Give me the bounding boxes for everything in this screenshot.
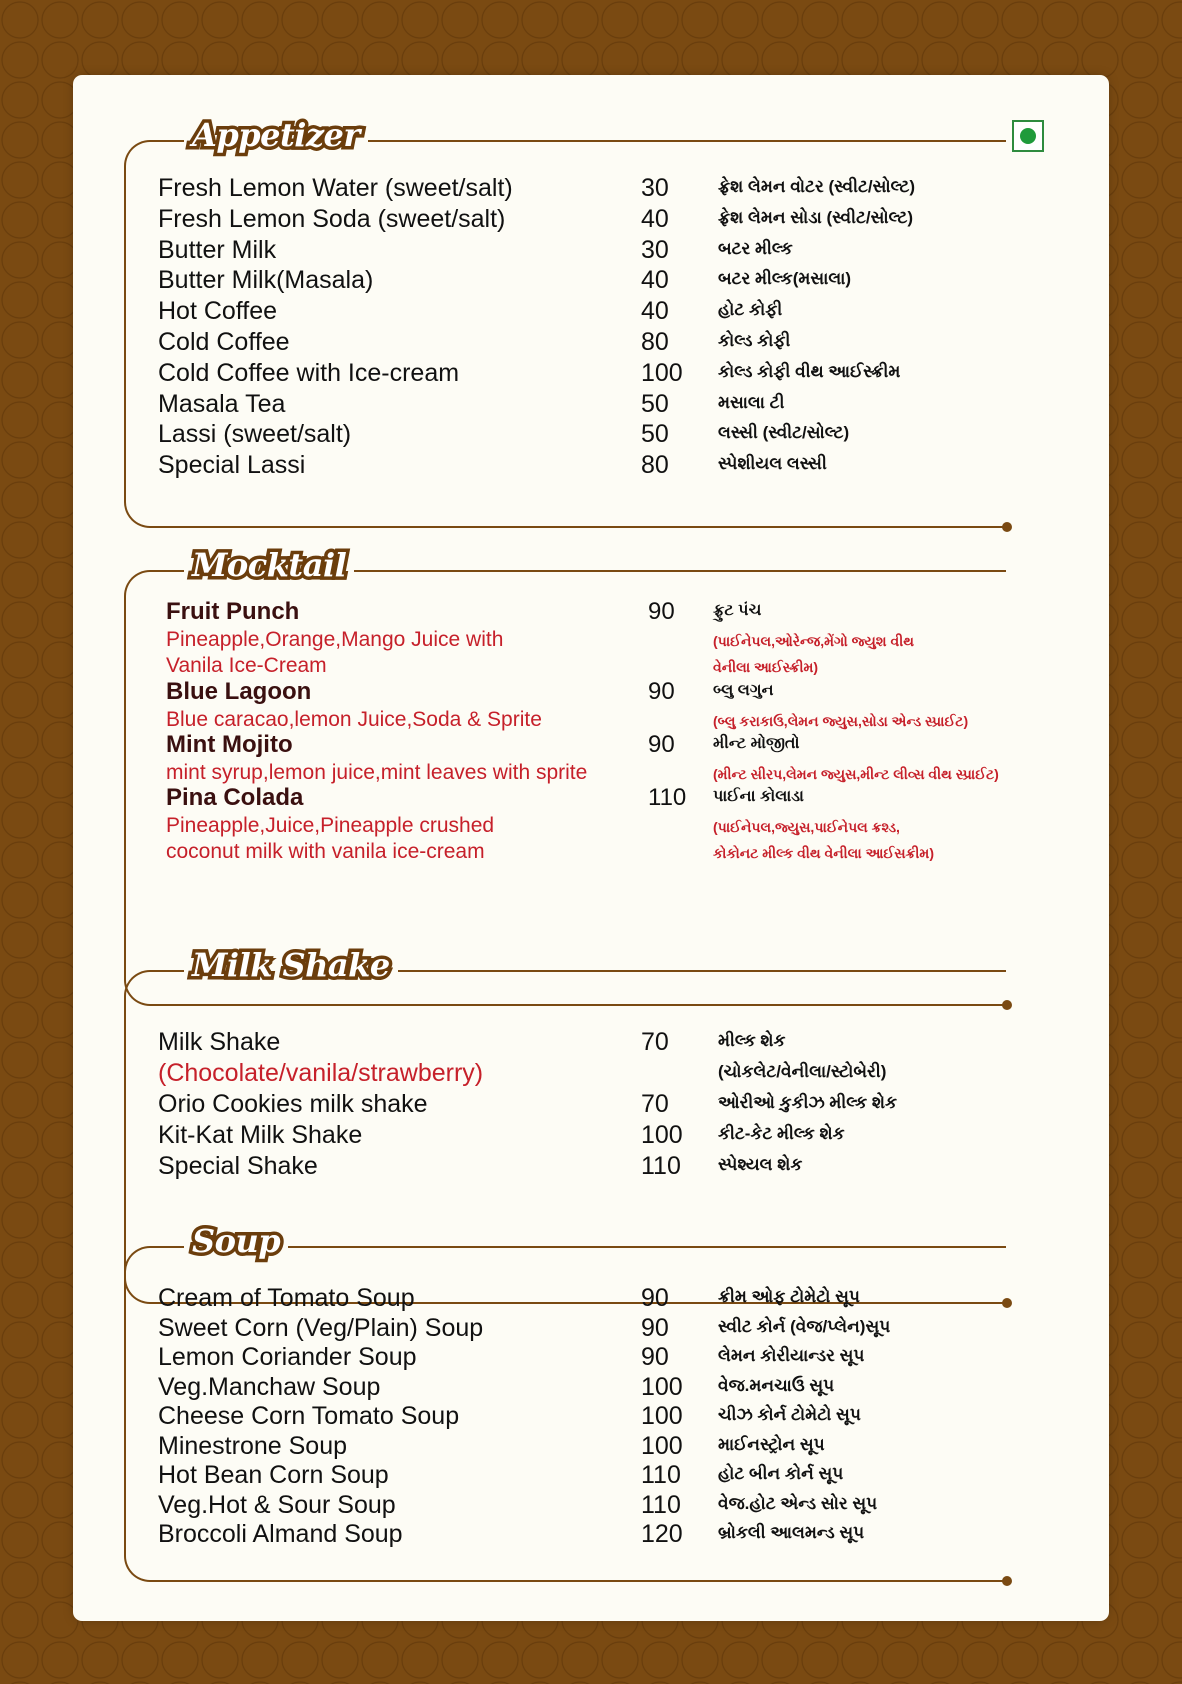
item-name-gujarati: બટર મીલ્ક(મસાલા)	[718, 269, 852, 289]
item-name-gujarati: વેજ.મનચાઉ સૂપ	[718, 1375, 835, 1395]
menu-item-row	[158, 1059, 1018, 1090]
item-name: Minestrone Soup	[158, 1431, 348, 1460]
item-name: Cheese Corn Tomato Soup	[158, 1402, 460, 1430]
item-description: mint syrup,lemon juice,mint leaves with sprite	[166, 761, 588, 784]
item-name-gujarati: લેમન કોરીયાન્ડર સૂપ	[718, 1346, 865, 1365]
menu-item-row	[158, 1314, 1018, 1344]
item-name-gujarati: હોટ બીન કોર્ન સૂપ	[718, 1464, 844, 1483]
item-name: Pina Colada	[166, 784, 304, 811]
menu-item-row	[158, 236, 1018, 267]
item-name: Cream of Tomato Soup	[158, 1284, 415, 1312]
item-name: Broccoli Almand Soup	[158, 1520, 403, 1548]
item-price: 70	[641, 1028, 669, 1056]
item-name: Butter Milk	[158, 235, 277, 264]
item-price: 90	[641, 1343, 669, 1371]
menu-item-row	[158, 359, 1018, 390]
item-price: 40	[641, 297, 669, 326]
menu-item-row	[158, 328, 1018, 359]
appetizer-section	[124, 116, 1006, 528]
item-description-gujarati: (પાઈનેપલ,ઓરેન્જ,મેંગો જ્યુશ વીથ	[713, 633, 914, 649]
item-price: 110	[641, 1461, 681, 1489]
item-name-gujarati: (ચોકલેટ/વેનીલા/સ્ટોબેરી)	[718, 1062, 887, 1081]
item-name-gujarati: ફ્રુટ પંચ	[713, 602, 762, 619]
mocktail-section	[124, 546, 1006, 1006]
menu-page	[76, 78, 1106, 1618]
menu-item-row	[158, 297, 1018, 328]
item-name-gujarati: સ્પેશ્યલ શેક	[718, 1155, 803, 1174]
item-price: 90	[641, 1284, 669, 1312]
item-name: Blue Lagoon	[166, 678, 312, 705]
item-name-gujarati: ક્રીમ ઓફ ટોમેટો સૂપ	[718, 1287, 860, 1306]
item-name-gujarati: બ્રોકલી આલમન્ડ સૂપ	[718, 1523, 865, 1542]
menu-item-row	[158, 1028, 1018, 1059]
item-price: 110	[641, 1152, 681, 1180]
item-name: Orio Cookies milk shake	[158, 1090, 428, 1118]
menu-item-row	[158, 174, 1018, 205]
item-description-gujarati: કોકોનટ મીલ્ક વીથ વેનીલા આઈસક્રીમ)	[713, 845, 934, 861]
item-name: Cold Coffee	[158, 328, 290, 356]
menu-item-row	[158, 1520, 1018, 1550]
menu-item-row	[158, 1402, 1018, 1432]
menu-item-row	[158, 420, 1018, 451]
menu-item-row	[158, 1461, 1018, 1491]
item-description-gujarati: (પાઈનેપલ,જ્યુસ,પાઈનેપલ ક્રશ્ડ,	[713, 819, 900, 835]
item-price: 100	[641, 358, 683, 387]
item-name-gujarati: મીન્ટ મોજીતો	[713, 735, 800, 752]
menu-item-row	[158, 1121, 1018, 1152]
item-price: 80	[641, 328, 669, 356]
item-name: Hot Bean Corn Soup	[158, 1461, 389, 1489]
veg-symbol-icon	[1012, 120, 1044, 152]
item-price: 90	[648, 598, 675, 625]
item-name: Veg.Hot & Sour Soup	[158, 1490, 396, 1519]
item-name-gujarati: ચીઝ કોર્ન ટોમેટો સૂપ	[718, 1405, 861, 1424]
menu-item-row	[158, 1432, 1018, 1462]
item-name: Kit-Kat Milk Shake	[158, 1121, 363, 1149]
menu-item-row	[158, 1090, 1018, 1121]
item-price: 90	[648, 678, 675, 705]
item-price: 120	[641, 1520, 683, 1548]
item-price: 100	[641, 1121, 683, 1149]
menu-item-row	[158, 1343, 1018, 1373]
menu-item-row	[158, 205, 1018, 236]
item-name-gujarati: કોલ્ડ કોફી વીથ આઈસ્ક્રીમ	[718, 361, 901, 381]
item-name-gujarati: ફ્રેશ લેમન સોડા (સ્વીટ/સોલ્ટ)	[718, 207, 914, 227]
menu-item-row	[158, 1152, 1018, 1183]
item-name-gujarati: મીલ્ક શેક	[718, 1031, 786, 1050]
appetizer-title: Appetizer	[184, 116, 368, 154]
item-price: 90	[641, 1313, 669, 1342]
soup-title: Soup	[184, 1222, 288, 1260]
item-price: 100	[641, 1372, 683, 1401]
menu-item-row	[158, 266, 1018, 297]
item-price: 50	[641, 389, 669, 418]
item-name: Lemon Coriander Soup	[158, 1343, 417, 1371]
mocktail-title: Mocktail	[184, 546, 354, 584]
item-name: Masala Tea	[158, 389, 286, 418]
item-name: Fruit Punch	[166, 598, 300, 625]
item-description-gujarati: વેનીલા આઈસ્ક્રીમ)	[713, 659, 819, 675]
item-price: 70	[641, 1090, 669, 1118]
item-price: 100	[641, 1402, 683, 1430]
item-name-gujarati: પાઈના કોલાડા	[713, 788, 804, 805]
item-name-gujarati: કોલ્ડ કોફી	[718, 331, 791, 350]
item-name-gujarati: મસાલા ટી	[718, 392, 785, 412]
item-price: 110	[648, 784, 687, 811]
item-name-gujarati: કીટ-કેટ મીલ્ક શેક	[718, 1124, 845, 1143]
item-price: 80	[641, 451, 669, 480]
mocktail-item-row	[158, 598, 1018, 678]
item-name-gujarati: લસ્સી (સ્વીટ/સોલ્ટ)	[718, 423, 850, 443]
item-price: 100	[641, 1431, 683, 1460]
item-name: Hot Coffee	[158, 297, 278, 326]
item-description: Blue caracao,lemon Juice,Soda & Sprite	[166, 708, 542, 731]
item-name: Lassi (sweet/salt)	[158, 420, 352, 449]
item-name-gujarati: વેજ.હોટ એન્ડ સોર સૂપ	[718, 1493, 878, 1513]
menu-item-row	[158, 1491, 1018, 1521]
item-name: Cold Coffee with Ice-cream	[158, 358, 460, 387]
menu-item-row	[158, 1373, 1018, 1403]
item-name-gujarati: બ્લુ લગુન	[713, 682, 774, 699]
mocktail-item-row	[158, 784, 1018, 864]
menu-item-row	[158, 390, 1018, 421]
item-name-gujarati: બટર મીલ્ક	[718, 238, 793, 258]
item-name: (Chocolate/vanila/strawberry)	[158, 1059, 484, 1087]
menu-item-row	[158, 1284, 1018, 1314]
item-name-gujarati: હોટ કોફી	[718, 300, 783, 320]
item-name: Sweet Corn (Veg/Plain) Soup	[158, 1313, 484, 1342]
item-name: Fresh Lemon Water (sweet/salt)	[158, 174, 513, 202]
item-description: Pineapple,Orange,Mango Juice with	[166, 628, 504, 651]
milkshake-title: Milk Shake	[184, 946, 398, 984]
soup-section	[124, 1222, 1006, 1582]
item-name-gujarati: ફ્રેશ લેમન વોટર (સ્વીટ/સોલ્ટ)	[718, 177, 916, 196]
item-name-gujarati: સ્વીટ કોર્ન (વેજ/પ્લેન)સૂપ	[718, 1316, 891, 1336]
item-description-gujarati: (મીન્ટ સીરપ,લેમન જ્યુસ,મીન્ટ લીવ્સ વીથ સ્પ્રાઈટ)	[713, 766, 999, 782]
item-name-gujarati: ઓરીઓ કુકીઝ મીલ્ક શેક	[718, 1093, 897, 1112]
item-name: Special Shake	[158, 1152, 318, 1180]
item-price: 50	[641, 420, 669, 449]
item-name: Butter Milk(Masala)	[158, 266, 374, 295]
item-price: 30	[641, 235, 669, 264]
item-name-gujarati: સ્પેશીયલ લસ્સી	[718, 454, 827, 474]
menu-item-row	[158, 451, 1018, 482]
item-price: 90	[648, 731, 675, 758]
item-name-gujarati: માઈનસ્ટ્રોન સૂપ	[718, 1434, 825, 1454]
item-name: Special Lassi	[158, 451, 306, 480]
item-description: Pineapple,Juice,Pineapple crushed	[166, 814, 495, 837]
item-description: coconut milk with vanila ice-cream	[166, 840, 485, 863]
item-name: Mint Mojito	[166, 731, 293, 758]
item-price: 110	[641, 1490, 681, 1519]
item-name: Milk Shake	[158, 1028, 281, 1056]
item-name: Veg.Manchaw Soup	[158, 1372, 381, 1401]
item-price: 30	[641, 174, 669, 202]
item-name: Fresh Lemon Soda (sweet/salt)	[158, 204, 506, 233]
item-price: 40	[641, 266, 669, 295]
item-description: Vanila Ice-Cream	[166, 654, 327, 677]
item-price: 40	[641, 204, 669, 233]
item-description-gujarati: (બ્લુ કરાકાઉ,લેમન જ્યુસ,સોડા એન્ડ સ્પ્રાઈટ)	[713, 713, 969, 729]
